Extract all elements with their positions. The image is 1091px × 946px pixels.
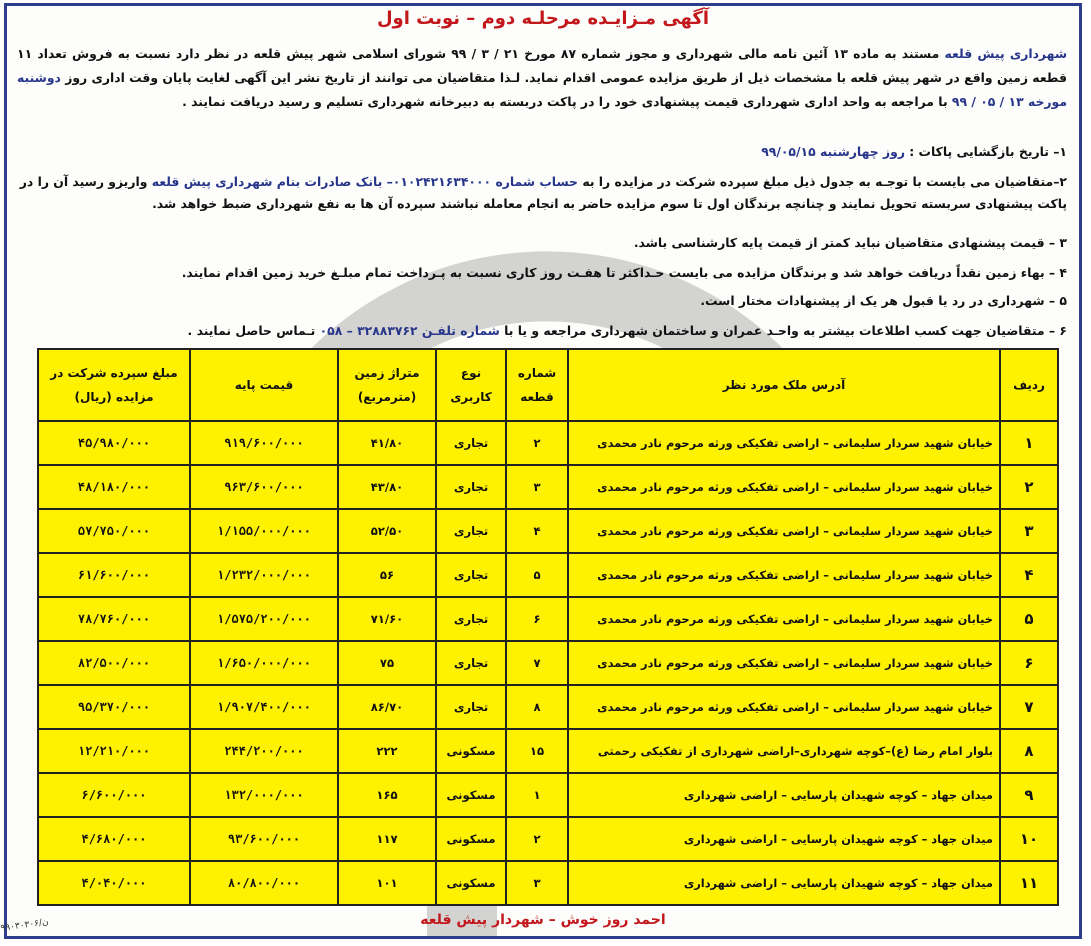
- intro-text-2: با مراجعه به واحد اداری شهرداری قیمت پیشنهادی خود را در پاکت دربسته به دبیرخانه شهرداری تسلیم و رسید دریافت نمایند .: [182, 94, 952, 109]
- cell-deposit: ۶/۶۰۰/۰۰۰: [38, 773, 190, 817]
- cell-lot-number: ۶: [506, 597, 568, 641]
- table-row: [38, 685, 1058, 729]
- cell-deposit: ۴/۰۴۰/۰۰۰: [38, 861, 190, 905]
- cell-area: ۲۲۲: [338, 729, 436, 773]
- table-row: [38, 861, 1058, 905]
- deadline-date: دوشنبه مورخه ۱۳ / ۰۵ / ۹۹: [17, 70, 1067, 109]
- table-row: [38, 729, 1058, 773]
- cell-address: بلوار امام رضا (ع)–کوچه شهرداری–اراضی شهرداری از تفکیکی رحمتی: [568, 729, 1000, 773]
- cell-row-number: ۹: [1000, 773, 1058, 817]
- cell-area: ۱۱۷: [338, 817, 436, 861]
- cell-deposit: ۸۲/۵۰۰/۰۰۰: [38, 641, 190, 685]
- cell-base-price: ۹۶۳/۶۰۰/۰۰۰: [190, 465, 338, 509]
- header-address: آدرس ملک مورد نظر: [568, 349, 1000, 421]
- cell-lot-number: ۳: [506, 861, 568, 905]
- cell-usage-type: مسکونی: [436, 729, 506, 773]
- cell-usage-type: تجاری: [436, 509, 506, 553]
- header-lot-number: شماره قطعه: [506, 349, 568, 421]
- item-6: [17, 320, 1067, 342]
- cell-lot-number: ۳: [506, 465, 568, 509]
- item-5: ۵ – شهرداری در رد یا قبول هر یک از پیشنهادات مختار است.: [700, 293, 1067, 308]
- cell-row-number: ۳: [1000, 509, 1058, 553]
- cell-base-price: ۱/۲۳۲/۰۰۰/۰۰۰: [190, 553, 338, 597]
- cell-lot-number: ۱۵: [506, 729, 568, 773]
- cell-base-price: ۱/۵۷۵/۲۰۰/۰۰۰: [190, 597, 338, 641]
- cell-deposit: ۷۸/۷۶۰/۰۰۰: [38, 597, 190, 641]
- signature-line: احمد روز خوش – شهردار پیش قلعه: [420, 912, 666, 928]
- item-2-text-a: ۲–متقاضیان می بایست با توجـه به جدول ذیل مبلغ سپرده شرکت در مزایده را به: [578, 174, 1067, 189]
- cell-address: خیابان شهید سردار سلیمانی – اراضی تفکیکی ورثه مرحوم نادر محمدی: [568, 421, 1000, 465]
- cell-deposit: ۴۵/۹۸۰/۰۰۰: [38, 421, 190, 465]
- cell-address: خیابان شهید سردار سلیمانی – اراضی تفکیکی ورثه مرحوم نادر محمدی: [568, 553, 1000, 597]
- cell-base-price: ۹۱۹/۶۰۰/۰۰۰: [190, 421, 338, 465]
- cell-address: خیابان شهید سردار سلیمانی – اراضی تفکیکی ورثه مرحوم نادر محمدی: [568, 597, 1000, 641]
- cell-base-price: ۹۳/۶۰۰/۰۰۰: [190, 817, 338, 861]
- intro-text-1: مستند به ماده ۱۳ آئین نامه مالی شهرداری و مجوز شماره ۸۷ مورخ ۲۱ / ۳ / ۹۹ شورای اسلامی شهر پیش قلعه در نظر دارد نسبت به فروش تعداد ۱۱ قطعه زمین واقع در شهر پیش قلعه با مشخصات ذیل از طریق مزایده عمومی اقدام نماید. لـذا متقاضیان می توانند از تاریخ نشر این آگهی لغایت پایان وقت اداری روز: [17, 46, 1067, 85]
- table-row: [38, 641, 1058, 685]
- header-row-number: ردیف: [1000, 349, 1058, 421]
- ad-code: ۹۹۰۳۰۳۰۶/ن: [0, 917, 50, 934]
- item-6-text-a: ۶ – متقاضیان جهت کسب اطلاعات بیشتر به واحـد عمران و ساختمان شهرداری مراجعه و یا با: [499, 323, 1067, 338]
- municipality-name: شهرداری پیش قلعه: [944, 46, 1068, 61]
- cell-deposit: ۹۵/۳۷۰/۰۰۰: [38, 685, 190, 729]
- item-1: [17, 141, 1067, 163]
- table-row: [38, 421, 1058, 465]
- cell-base-price: ۸۰/۸۰۰/۰۰۰: [190, 861, 338, 905]
- cell-deposit: ۴۸/۱۸۰/۰۰۰: [38, 465, 190, 509]
- cell-address: خیابان شهید سردار سلیمانی – اراضی تفکیکی ورثه مرحوم نادر محمدی: [568, 685, 1000, 729]
- cell-area: ۵۶: [338, 553, 436, 597]
- cell-area: ۸۶/۷۰: [338, 685, 436, 729]
- table-header-row: [38, 349, 1058, 421]
- table-row: [38, 509, 1058, 553]
- item-3: ۳ – قیمت پیشنهادی متقاضیان نباید کمتر از قیمت پایه کارشناسی باشد.: [633, 235, 1067, 250]
- cell-lot-number: ۷: [506, 641, 568, 685]
- cell-address: میدان جهاد – کوچه شهیدان پارسایی – اراضی شهرداری: [568, 817, 1000, 861]
- cell-row-number: ۶: [1000, 641, 1058, 685]
- item-4: ۴ – بهاء زمین نقداً دریافت خواهد شد و برندگان مزایده می بایست حـداکثر تا هفـت روز کاری نسبت به پـرداخت تمام مبلـغ خرید زمین اقدام نمایند.: [181, 265, 1067, 280]
- header-deposit: مبلغ سپرده شرکت در مزایده (ریال): [38, 349, 190, 421]
- cell-area: ۷۵: [338, 641, 436, 685]
- cell-row-number: ۸: [1000, 729, 1058, 773]
- cell-row-number: ۱: [1000, 421, 1058, 465]
- cell-usage-type: مسکونی: [436, 861, 506, 905]
- cell-base-price: ۱/۶۵۰/۰۰۰/۰۰۰: [190, 641, 338, 685]
- cell-deposit: ۶۱/۶۰۰/۰۰۰: [38, 553, 190, 597]
- cell-address: میدان جهاد – کوچه شهیدان پارسایی – اراضی شهرداری: [568, 773, 1000, 817]
- cell-row-number: ۴: [1000, 553, 1058, 597]
- cell-lot-number: ۵: [506, 553, 568, 597]
- item-6-text-c: تـماس حاصل نمایند .: [187, 323, 320, 338]
- table-row: [38, 553, 1058, 597]
- cell-row-number: ۵: [1000, 597, 1058, 641]
- cell-row-number: ۲: [1000, 465, 1058, 509]
- cell-area: ۴۳/۸۰: [338, 465, 436, 509]
- table-row: [38, 773, 1058, 817]
- cell-usage-type: تجاری: [436, 421, 506, 465]
- cell-usage-type: تجاری: [436, 597, 506, 641]
- cell-usage-type: تجاری: [436, 465, 506, 509]
- cell-base-price: ۱/۱۵۵/۰۰۰/۰۰۰: [190, 509, 338, 553]
- cell-usage-type: مسکونی: [436, 817, 506, 861]
- phone-number: شماره تلفـن ۳۲۸۸۳۷۶۲ – ۰۵۸: [319, 323, 500, 338]
- cell-usage-type: تجاری: [436, 641, 506, 685]
- cell-usage-type: تجاری: [436, 553, 506, 597]
- header-base-price: قیمت پایه: [190, 349, 338, 421]
- item-2-text-c: واریزو رسید آن را در پاکت پیشنهادی سربسته تحویل نمایند و چنانچه برندگان اول تا سوم مزایده حاضر به انجام معامله نباشند سپرده آن ها به نفع شهرداری ضبط خواهد شد.: [19, 174, 1067, 211]
- table-row: [38, 597, 1058, 641]
- cell-address: خیابان شهید سردار سلیمانی – اراضی تفکیکی ورثه مرحوم نادر محمدی: [568, 641, 1000, 685]
- cell-address: خیابان شهید سردار سلیمانی – اراضی تفکیکی ورثه مرحوم نادر محمدی: [568, 509, 1000, 553]
- header-usage-type: نوع کاربری: [436, 349, 506, 421]
- notice-title: آگهی مـزایـده مرحلـه دوم – نوبت اول: [376, 8, 710, 29]
- cell-lot-number: ۴: [506, 509, 568, 553]
- table-row: [38, 465, 1058, 509]
- opening-label: ۱– تاریخ بازگشایی پاکات :: [904, 144, 1067, 159]
- cell-base-price: ۱/۹۰۷/۴۰۰/۰۰۰: [190, 685, 338, 729]
- cell-deposit: ۱۲/۲۱۰/۰۰۰: [38, 729, 190, 773]
- cell-area: ۱۶۵: [338, 773, 436, 817]
- cell-lot-number: ۱: [506, 773, 568, 817]
- cell-deposit: ۵۷/۷۵۰/۰۰۰: [38, 509, 190, 553]
- header-area: متراژ زمین (مترمربع): [338, 349, 436, 421]
- cell-base-price: ۲۴۴/۲۰۰/۰۰۰: [190, 729, 338, 773]
- cell-address: خیابان شهید سردار سلیمانی – اراضی تفکیکی ورثه مرحوم نادر محمدی: [568, 465, 1000, 509]
- cell-row-number: ۷: [1000, 685, 1058, 729]
- cell-base-price: ۱۳۲/۰۰۰/۰۰۰: [190, 773, 338, 817]
- cell-lot-number: ۲: [506, 817, 568, 861]
- cell-address: میدان جهاد – کوچه شهیدان پارسایی – اراضی شهرداری: [568, 861, 1000, 905]
- bank-account: حساب شماره ۰۱۰۲۴۲۱۶۳۴۰۰۰– بانک صادرات بنام شهرداری پیش قلعه: [151, 174, 578, 189]
- cell-lot-number: ۲: [506, 421, 568, 465]
- advertisement-sheet: [4, 3, 1082, 939]
- cell-area: ۵۲/۵۰: [338, 509, 436, 553]
- cell-area: ۷۱/۶۰: [338, 597, 436, 641]
- cell-area: ۴۱/۸۰: [338, 421, 436, 465]
- cell-usage-type: تجاری: [436, 685, 506, 729]
- cell-lot-number: ۸: [506, 685, 568, 729]
- opening-date: روز چهارشنبه ۹۹/۰۵/۱۵: [761, 144, 905, 159]
- cell-usage-type: مسکونی: [436, 773, 506, 817]
- cell-deposit: ۴/۶۸۰/۰۰۰: [38, 817, 190, 861]
- cell-area: ۱۰۱: [338, 861, 436, 905]
- cell-row-number: ۱۰: [1000, 817, 1058, 861]
- item-2: [17, 171, 1067, 215]
- table-row: [38, 817, 1058, 861]
- intro-paragraph: [17, 42, 1067, 114]
- cell-row-number: ۱۱: [1000, 861, 1058, 905]
- land-plots-table: [37, 348, 1059, 906]
